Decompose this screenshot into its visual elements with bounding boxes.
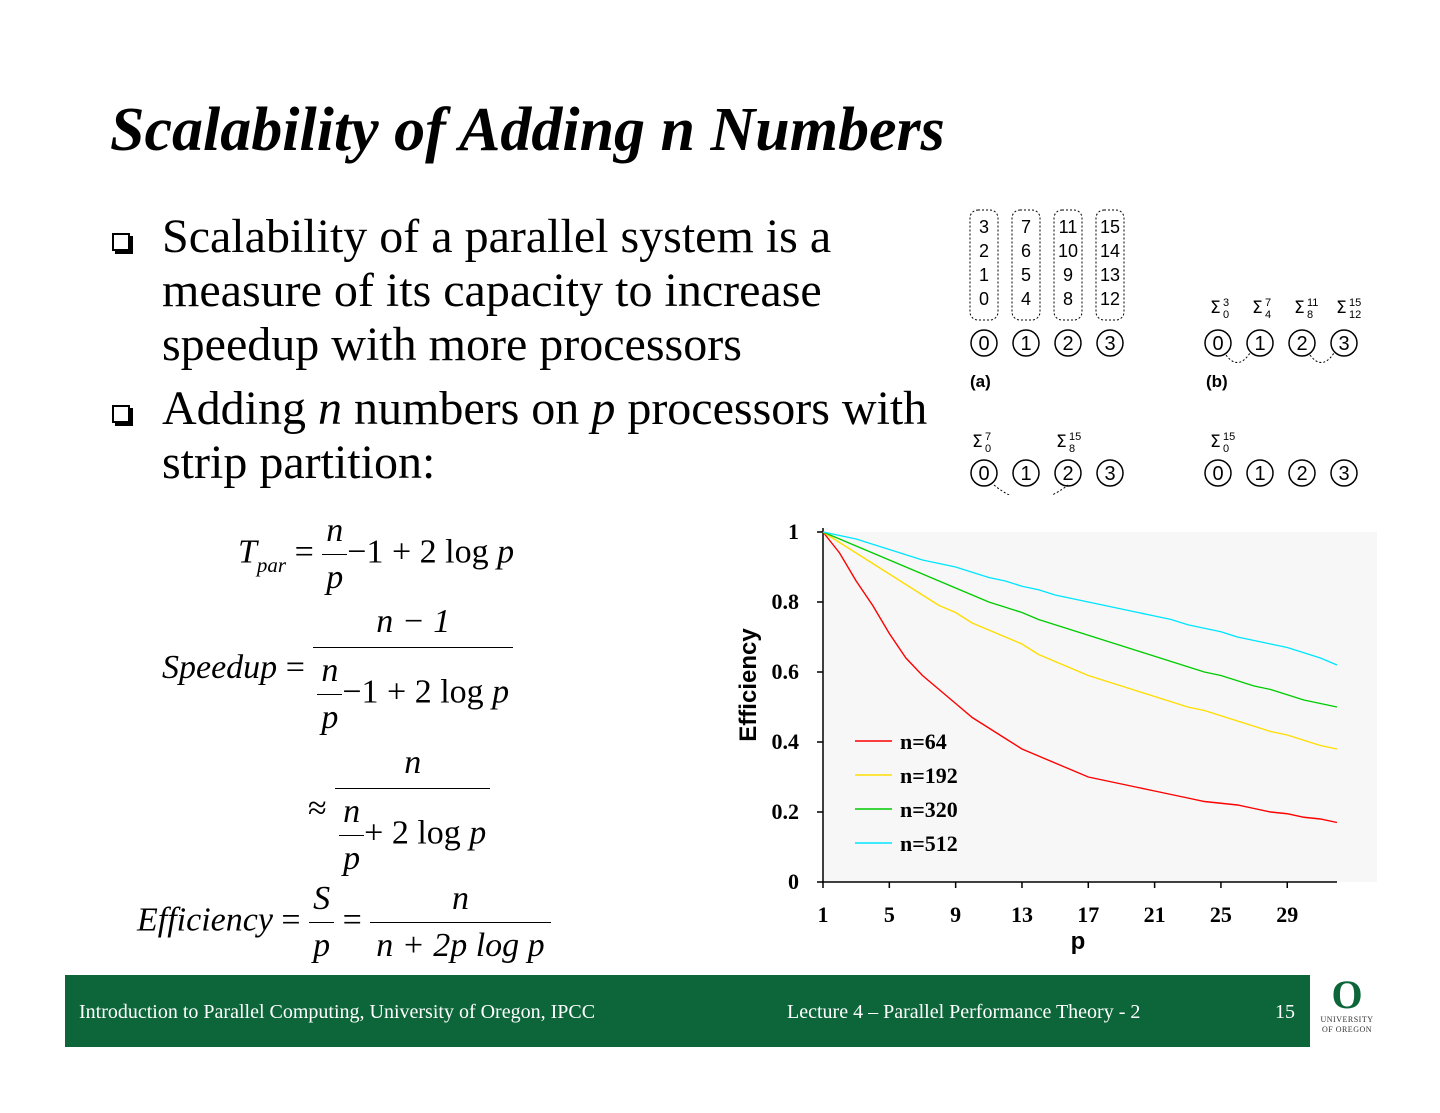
- eq-den: p: [343, 840, 361, 877]
- y-tick-label: 0.2: [771, 799, 799, 824]
- b-processor-label: 1: [1254, 333, 1266, 355]
- reduction-diagram: [960, 205, 1380, 525]
- fraction: [309, 880, 334, 965]
- data-value: 10: [1057, 241, 1079, 261]
- data-value: 3: [978, 217, 990, 237]
- fraction: [335, 744, 490, 878]
- x-tick-label: 21: [1143, 902, 1166, 927]
- eq-num: n: [322, 512, 347, 555]
- data-value: 6: [1020, 241, 1032, 261]
- data-value: 5: [1020, 265, 1032, 285]
- b-sum-lower: 4: [1265, 309, 1272, 321]
- d-sum-lower: 0: [1223, 443, 1230, 455]
- b-processor-label: 2: [1296, 333, 1308, 355]
- data-value: 13: [1099, 265, 1121, 285]
- b-sum-lower: 12: [1349, 309, 1362, 321]
- efficiency-chart: [720, 495, 1380, 965]
- footer-course: Introduction to Parallel Computing, University of Oregon, IPCC: [79, 1001, 596, 1023]
- eq-den: [335, 789, 490, 878]
- eq-num: n: [335, 744, 490, 789]
- y-tick-label: 0.4: [771, 729, 799, 754]
- legend-label: n=320: [900, 797, 958, 822]
- panel-label-b: (b): [1206, 372, 1228, 391]
- bullet-text-mid: numbers on: [342, 382, 592, 435]
- bullet-text-post: processors with strip partition:: [162, 382, 928, 489]
- eq-sign: =: [342, 901, 362, 939]
- logo-text-2: OF OREGON: [1321, 1025, 1373, 1034]
- b-partial-sum: Σ: [1294, 298, 1305, 318]
- x-tick-label: 1: [817, 902, 829, 927]
- university-logo: [1312, 972, 1382, 1047]
- bullet-text: Scalability of a parallel system is a measure of its capacity to increase speedup with more processors: [162, 210, 832, 371]
- data-value: 11: [1058, 217, 1078, 237]
- logo-o-icon: O: [1331, 972, 1363, 1017]
- y-tick-label: 1: [788, 519, 799, 544]
- b-processor-label: 0: [1212, 333, 1224, 355]
- a-processor-label: 1: [1020, 333, 1032, 355]
- var-n: n: [318, 382, 342, 435]
- eq-label: Efficiency: [137, 901, 273, 939]
- data-value: 15: [1099, 217, 1121, 237]
- eq-subscript: par: [256, 553, 287, 578]
- b-partial-sum: Σ: [1336, 298, 1347, 318]
- a-processor-label: 3: [1104, 333, 1116, 355]
- d-processor-label: 2: [1296, 463, 1308, 485]
- c-processor-label: 1: [1020, 463, 1032, 485]
- checkbox-bullet-icon: [112, 405, 130, 423]
- eq-den: p: [321, 699, 339, 736]
- footer-lecture: Lecture 4 – Parallel Performance Theory - 2: [787, 1001, 1141, 1023]
- equation-tpar: [238, 512, 514, 597]
- d-processor-label: 0: [1212, 463, 1224, 485]
- data-value: 14: [1099, 241, 1121, 261]
- bullet-item: [112, 382, 932, 490]
- eq-den: [313, 648, 513, 737]
- x-tick-label: 25: [1209, 902, 1232, 927]
- equation-approx: [308, 744, 490, 878]
- eq-sign: =: [294, 533, 314, 571]
- x-axis-label: p: [1070, 928, 1086, 955]
- eq-num: n: [317, 652, 342, 695]
- data-value: 4: [1020, 289, 1032, 309]
- x-tick-label: 17: [1077, 902, 1100, 927]
- eq-var: p: [497, 533, 515, 571]
- data-value: 0: [978, 289, 990, 309]
- eq-den: n + 2p log p: [376, 927, 545, 964]
- data-value: 1: [978, 265, 990, 285]
- b-partial-sum: Σ: [1252, 298, 1263, 318]
- footer-bar: [65, 975, 1310, 1047]
- y-axis-label: Efficiency: [735, 628, 762, 742]
- eq-sign: =: [285, 648, 305, 686]
- b-reduction-arrow: [1310, 353, 1334, 363]
- d-processor-label: 3: [1338, 463, 1350, 485]
- d-processor-label: 1: [1254, 463, 1266, 485]
- legend-label: n=64: [900, 729, 947, 754]
- c-processor-label: 0: [978, 463, 990, 485]
- logo-text-1: UNIVERSITY: [1320, 1015, 1374, 1024]
- var-p: p: [591, 382, 616, 435]
- c-sum-lower: 0: [985, 443, 992, 455]
- eq-sign: ≈: [308, 789, 327, 827]
- x-tick-label: 29: [1276, 902, 1299, 927]
- c-processor-label: 3: [1104, 463, 1116, 485]
- eq-den: p: [313, 927, 331, 964]
- y-tick-label: 0.6: [771, 659, 799, 684]
- b-sum-upper: 7: [1265, 297, 1272, 309]
- b-sum-upper: 11: [1307, 297, 1319, 309]
- fraction: [370, 880, 550, 965]
- legend-label: n=192: [900, 763, 958, 788]
- eq-sign: =: [281, 901, 301, 939]
- c-processor-label: 2: [1062, 463, 1074, 485]
- eq-num: n − 1: [313, 603, 513, 648]
- c-sum-lower: 8: [1069, 443, 1076, 455]
- eq-var: p: [492, 673, 510, 711]
- fraction: [313, 603, 513, 737]
- a-processor-label: 0: [978, 333, 990, 355]
- b-processor-label: 3: [1338, 333, 1350, 355]
- bullet-item: [112, 210, 932, 372]
- data-value: 7: [1020, 217, 1032, 237]
- equation-efficiency: [137, 880, 551, 965]
- a-processor-label: 2: [1062, 333, 1074, 355]
- x-tick-label: 13: [1010, 902, 1033, 927]
- c-sum-upper: 15: [1069, 431, 1082, 443]
- eq-symbol: T: [238, 533, 257, 571]
- eq-den: p: [326, 559, 344, 596]
- equation-speedup: [162, 603, 513, 737]
- c-partial-sum: Σ: [972, 432, 983, 452]
- eq-rest: + 2 log: [364, 814, 470, 852]
- b-sum-upper: 15: [1349, 297, 1362, 309]
- data-value: 2: [978, 241, 990, 261]
- fraction: [317, 652, 342, 737]
- page-number: 15: [1275, 1001, 1295, 1023]
- b-sum-lower: 0: [1223, 309, 1230, 321]
- b-partial-sum: Σ: [1210, 298, 1221, 318]
- b-sum-upper: 3: [1223, 297, 1230, 309]
- b-reduction-arrow: [1226, 353, 1250, 363]
- x-tick-label: 5: [883, 902, 895, 927]
- d-partial-sum: Σ: [1210, 432, 1221, 452]
- data-value: 9: [1062, 265, 1074, 285]
- x-tick-label: 9: [950, 902, 962, 927]
- bullet-list: [112, 210, 932, 500]
- checkbox-bullet-icon: [112, 233, 130, 251]
- eq-label: Speedup: [162, 648, 278, 686]
- eq-rest: −1 + 2 log: [342, 673, 493, 711]
- eq-rest: −1 + 2 log: [347, 533, 498, 571]
- y-tick-label: 0.8: [771, 589, 799, 614]
- eq-num: n: [370, 880, 550, 923]
- eq-num: S: [309, 880, 334, 923]
- d-sum-upper: 15: [1223, 431, 1236, 443]
- panel-label-a: (a): [970, 372, 991, 391]
- eq-num: n: [339, 793, 364, 836]
- legend-label: n=512: [900, 831, 958, 856]
- data-value: 12: [1099, 289, 1121, 309]
- fraction: [339, 793, 364, 878]
- c-partial-sum: Σ: [1056, 432, 1067, 452]
- y-tick-label: 0: [788, 869, 799, 894]
- eq-var: p: [469, 814, 487, 852]
- slide-title: Scalability of Adding n Numbers: [110, 96, 945, 164]
- b-sum-lower: 8: [1307, 309, 1314, 321]
- data-value: 8: [1062, 289, 1074, 309]
- bullet-text-pre: Adding: [162, 382, 318, 435]
- fraction: [322, 512, 347, 597]
- c-sum-upper: 7: [985, 431, 992, 443]
